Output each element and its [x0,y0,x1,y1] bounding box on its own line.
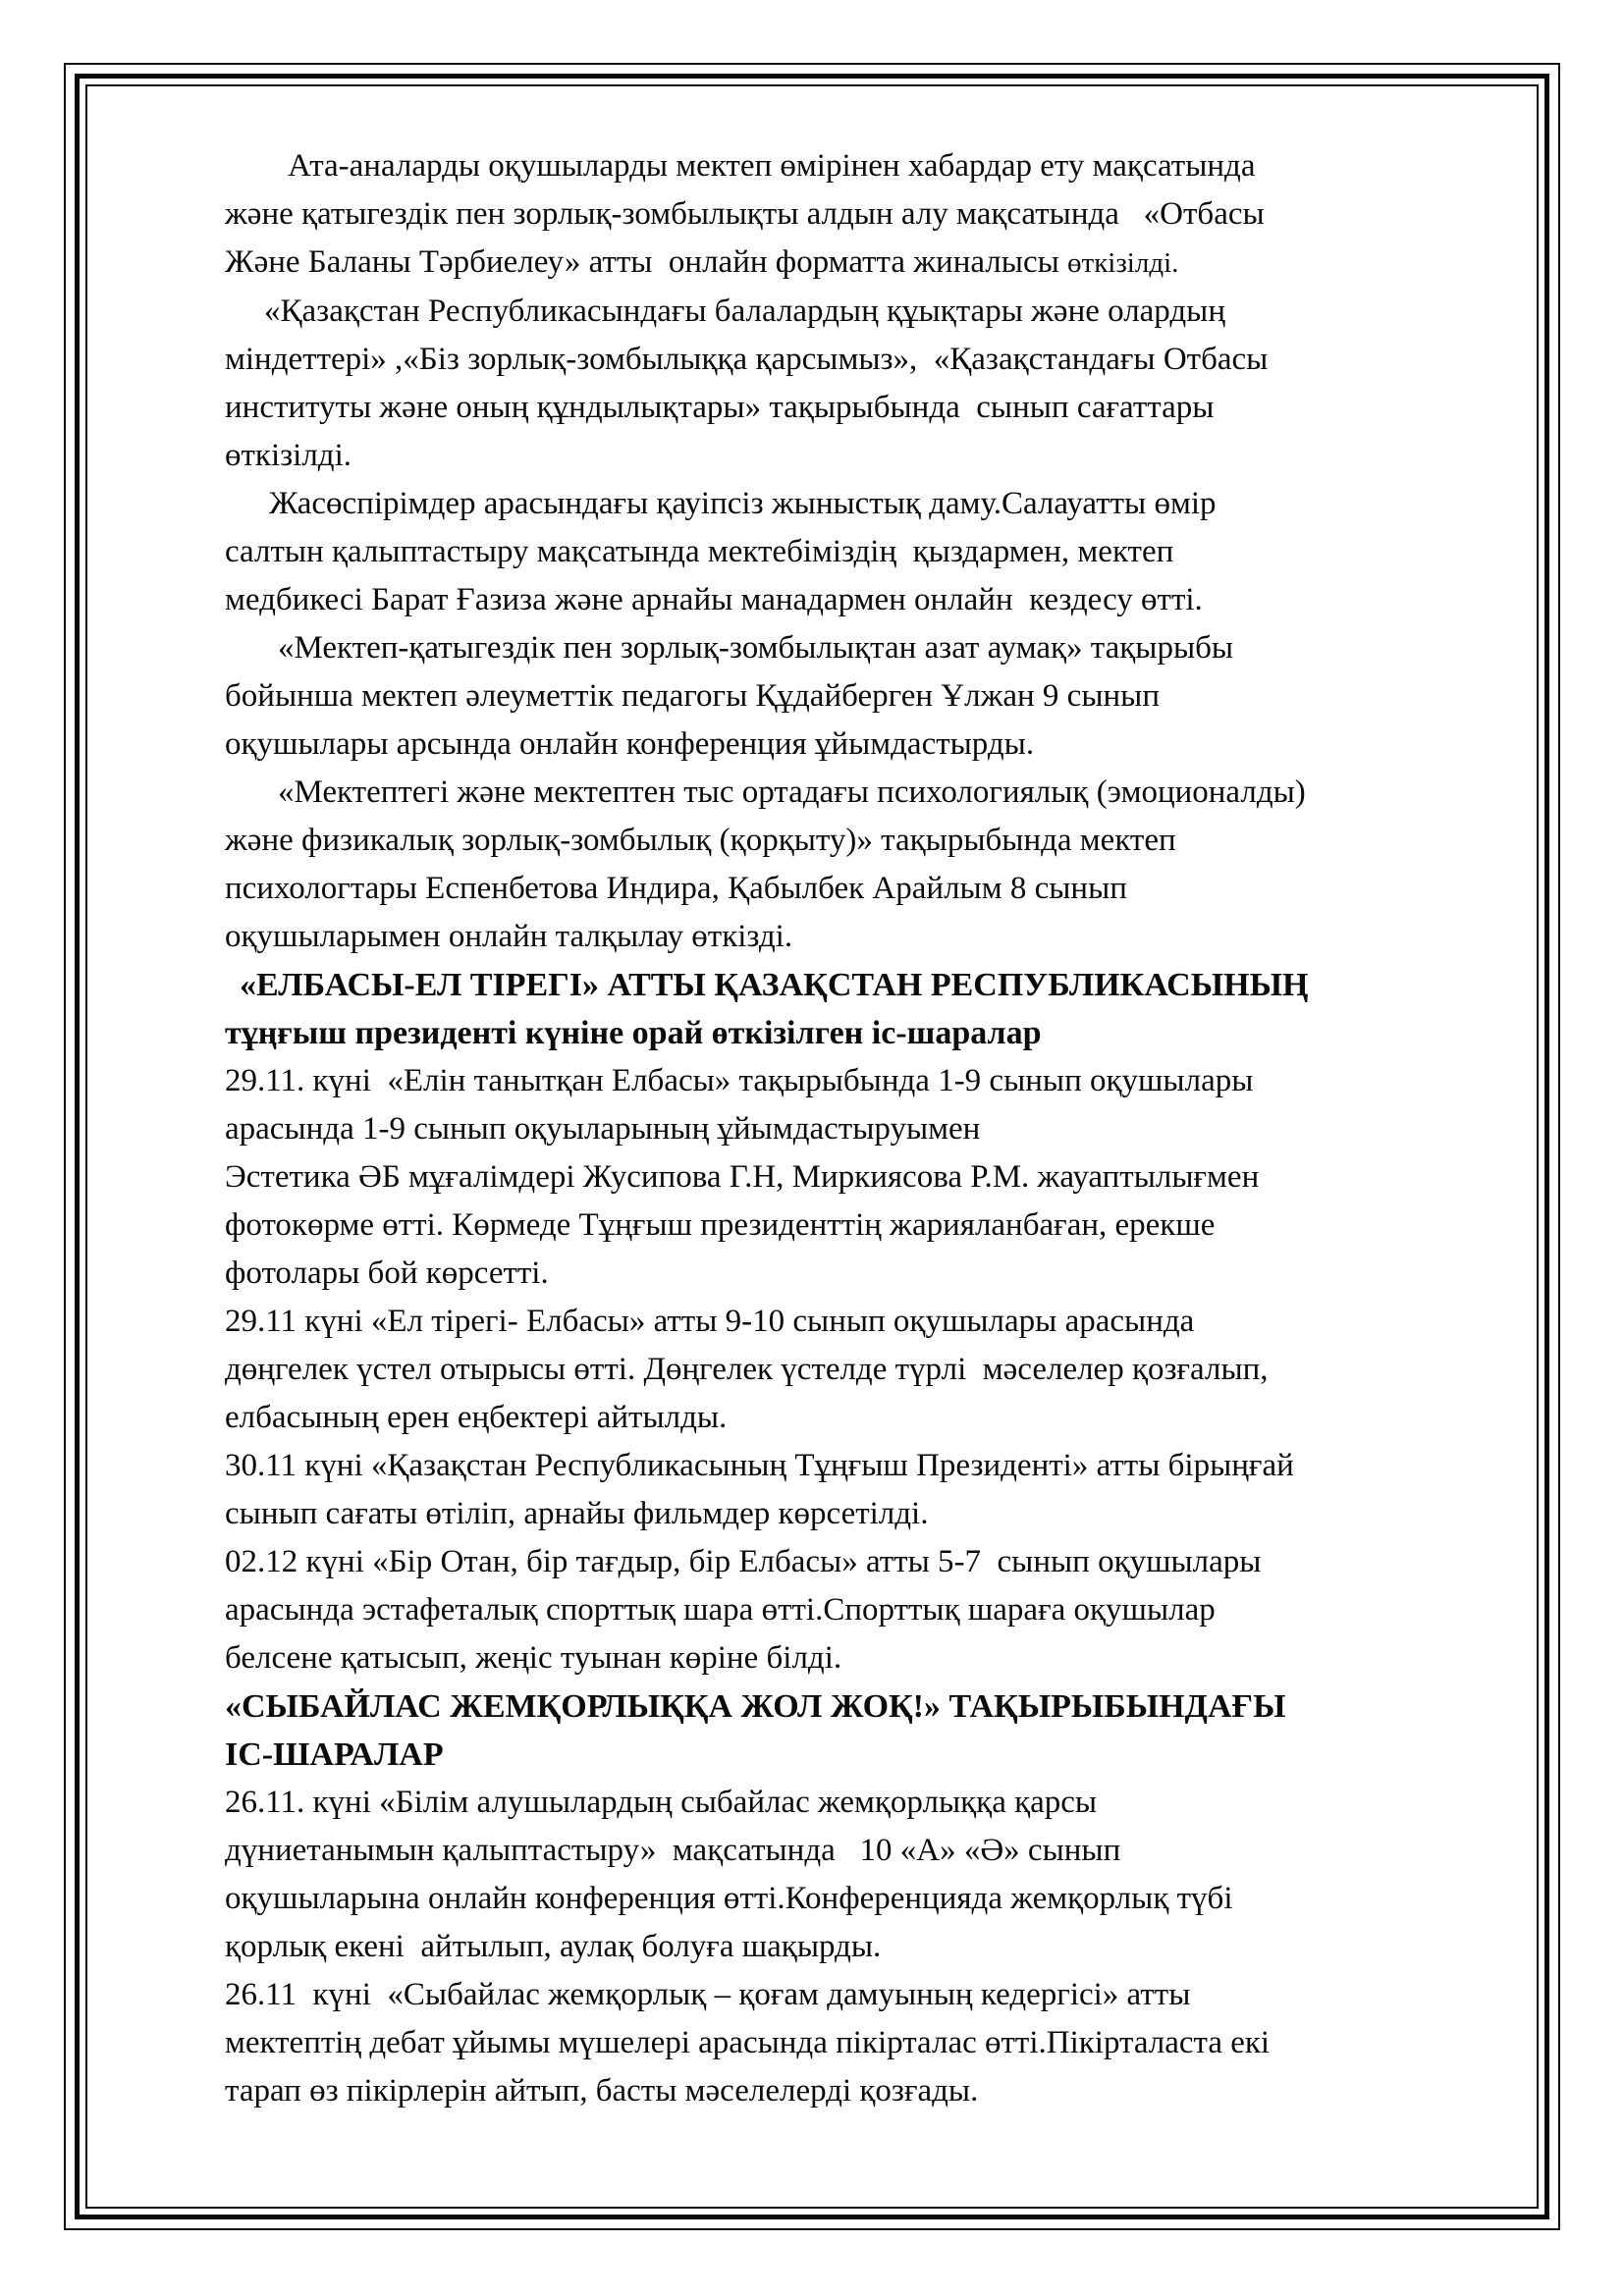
text-line: Жасөспірімдер арасындағы қауіпсіз жыныстық даму.Салауатты өмір [269,486,1217,521]
text-line: және қатыгездік пен зорлық-зомбылықты алдын алу мақсатында «Отбасы [225,196,1265,232]
text-run: өткізілді. [1067,247,1179,279]
paragraph [225,1057,1517,1153]
text-line: міндеттері» ,«Біз зорлық-зомбылыққа қарсымыз», «Қазақстандағы Отбасы [225,342,1269,377]
page-border-inner [85,84,1539,2209]
text-line: салтын қалыптастыру мақсатында мектебіміздің қыздармен, мектеп [225,534,1174,569]
section-heading [225,1682,1517,1779]
paragraph [225,1779,1517,1971]
paragraph [225,1971,1517,2115]
text-line: «ЕЛБАСЫ-ЕЛ ТІРЕГІ» АТТЫ ҚАЗАҚСТАН РЕСПУБЛИКАСЫНЫҢ [240,967,1309,1003]
paragraph [225,1538,1517,1682]
paragraph [225,1442,1517,1538]
text-line: дөңгелек үстел отырысы өтті. Дөңгелек үстелде түрлі мәселелер қозғалып, [225,1352,1269,1387]
text-line: тұңғыш президенті күніне орай өткізілген іс-шаралар [225,1015,1042,1051]
text-line: «Мектеп-қатыгездік пен зорлық-зомбылықтан азат аумақ» тақырыбы [278,630,1234,666]
text-line: елбасының ерен еңбектері айтылды. [225,1400,728,1435]
paragraph [225,142,1517,288]
text-line: бойынша мектеп әлеуметтік педагогы Құдайберген Ұлжан 9 сынып [225,678,1160,714]
text-line: және физикалық зорлық-зомбылық (қорқыту)» тақырыбында мектеп [225,823,1176,858]
paragraph [225,624,1517,769]
text-line: 30.11 күні «Қазақстан Республикасының Тұңғыш Президенті» атты бірыңғай [225,1448,1294,1483]
paragraph [225,1298,1517,1442]
paragraph [225,480,1517,624]
text-line: белсене қатысып, жеңіс туынан көріне білді. [225,1640,842,1676]
text-line: Ата-аналарды оқушыларды мектеп өмірінен хабардар ету мақсатында [288,148,1256,184]
text-line: оқушыларымен онлайн талқылау өткізді. [225,919,793,954]
paragraph [225,769,1517,961]
text-line: 26.11 күні «Сыбайлас жемқорлық – қоғам дамуының кедергісі» атты [225,1977,1191,2012]
text-line: 02.12 күні «Бір Отан, бір тағдыр, бір Елбасы» атты 5-7 сынып оқушылары [225,1544,1262,1579]
text-line: фотокөрме өтті. Көрмеде Тұңғыш президенттің жарияланбаған, ерекше [225,1207,1216,1243]
text-line: қорлық екені айтылып, аулақ болуға шақырды. [225,1929,882,1964]
text-line: арасында 1-9 сынып оқуыларының ұйымдастыруымен [225,1111,981,1147]
text-line: мектептің дебат ұйымы мүшелері арасында пікірталас өтті.Пікірталаста екі [225,2025,1271,2060]
text-run: Және Баланы Тәрбиелеу» атты онлайн форматта жиналысы [225,244,1068,280]
paragraph [225,288,1517,480]
paragraph [225,1153,1517,1298]
text-line: медбикесі Барат Ғазиза және арнайы манадармен онлайн кездесу өтті. [225,582,1203,617]
text-line: фотолары бой көрсетті. [225,1255,549,1291]
text-line: оқушыларына онлайн конференция өтті.Конференцияда жемқорлық түбі [225,1881,1233,1916]
document-text [87,86,1537,2207]
text-line: тарап өз пікірлерін айтып, басты мәселелерді қозғады. [225,2073,979,2109]
text-line: дүниетанымын қалыптастыру» мақсатында 10 «А» «Ә» сынып [225,1833,1121,1868]
text-line: 29.11 күні «Ел тірегі- Елбасы» атты 9-10 сынып оқушылары арасында [225,1304,1195,1339]
text-line [225,239,1517,288]
text-line: «Мектептегі және мектептен тыс ортадағы психологиялық (эмоционалды) [278,774,1306,810]
text-line: «СЫБАЙЛАС ЖЕМҚОРЛЫҚҚА ЖОЛ ЖОҚ!» ТАҚЫРЫБЫНДАҒЫ [225,1688,1286,1725]
text-line: өткізілді. [225,438,352,473]
text-line: ІС-ШАРАЛАР [225,1736,444,1773]
text-line: психологтары Еспенбетова Индира, Қабылбек Арайлым 8 сынып [225,871,1127,906]
page-border-outer [64,63,1560,2230]
section-heading [225,961,1517,1057]
text-line: 29.11. күні «Елін танытқан Елбасы» тақырыбында 1-9 сынып оқушылары [225,1063,1254,1098]
text-line: арасында эстафеталық спорттық шара өтті.Спорттық шараға оқушылар [225,1592,1216,1628]
text-line: «Қазақстан Республикасындағы балалардың құықтары және олардың [264,294,1225,329]
text-line: Эстетика ӘБ мұғалімдері Жусипова Г.Н, Миркиясова Р.М. жауаптылығмен [225,1159,1260,1195]
text-line: оқушылары арсында онлайн конференция ұйымдастырды. [225,726,1035,762]
text-line: сынып сағаты өтіліп, арнайы фильмдер көрсетілді. [225,1496,929,1531]
text-line: 26.11. күні «Білім алушылардың сыбайлас жемқорлыққа қарсы [225,1785,1098,1820]
text-line: институты және оның құндылықтары» тақырыбында сынып сағаттары [225,390,1215,425]
page-border-thick [75,74,1549,2219]
